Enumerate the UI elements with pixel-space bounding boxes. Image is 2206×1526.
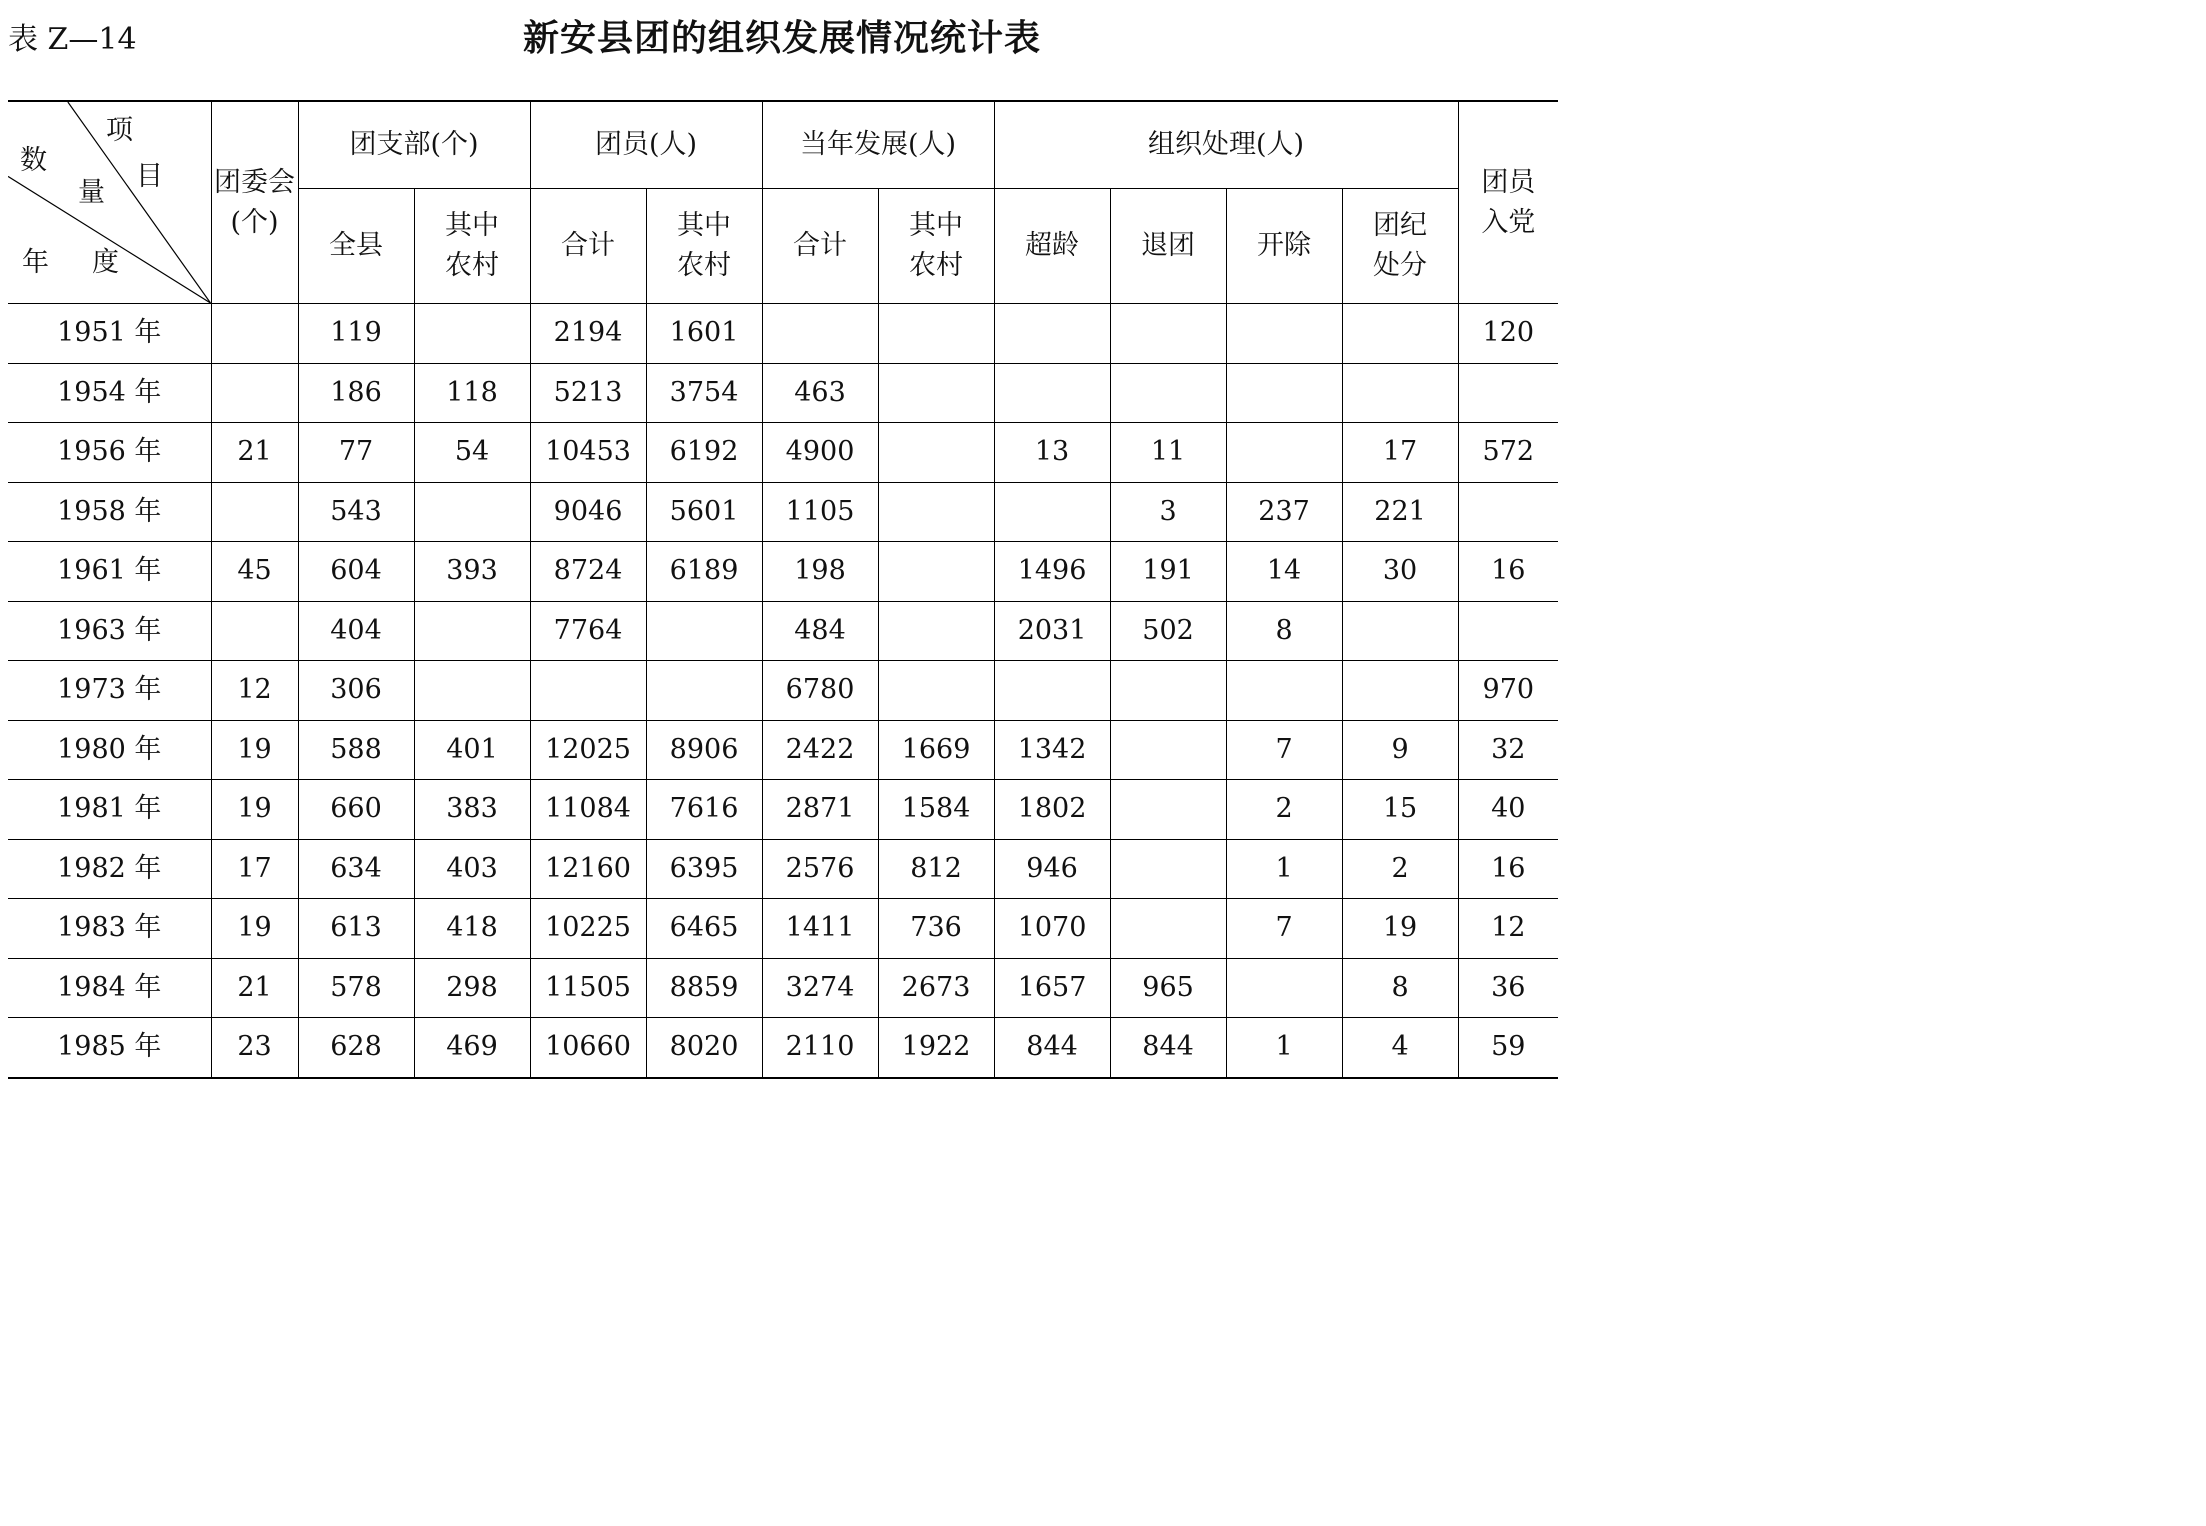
table-row <box>8 1018 1558 1078</box>
cell-party <box>1458 601 1558 661</box>
cell-withdraw: 502 <box>1110 601 1226 661</box>
table-row <box>8 839 1558 899</box>
cell-members-total: 9046 <box>530 482 646 542</box>
cell-members-total: 5213 <box>530 363 646 423</box>
cell-committee <box>211 601 298 661</box>
cell-overage: 1802 <box>994 780 1110 840</box>
cell-members-rural: 8859 <box>646 958 762 1018</box>
cell-dev-total: 198 <box>762 542 878 602</box>
cell-dev-total: 484 <box>762 601 878 661</box>
corner-header-cell <box>8 101 211 304</box>
cell-committee: 23 <box>211 1018 298 1078</box>
table-row <box>8 661 1558 721</box>
cell-expel: 14 <box>1226 542 1342 602</box>
cell-withdraw <box>1110 780 1226 840</box>
cell-expel: 2 <box>1226 780 1342 840</box>
cell-members-total: 7764 <box>530 601 646 661</box>
cell-overage: 2031 <box>994 601 1110 661</box>
cell-year: 1982 年 <box>8 839 211 899</box>
table-row <box>8 482 1558 542</box>
cell-members-total: 12160 <box>530 839 646 899</box>
cell-branch-rural <box>414 601 530 661</box>
cell-committee: 45 <box>211 542 298 602</box>
cell-overage: 1342 <box>994 720 1110 780</box>
table-label: 表 Z—14 <box>8 22 137 57</box>
cell-party: 970 <box>1458 661 1558 721</box>
cell-overage: 844 <box>994 1018 1110 1078</box>
cell-dev-rural <box>878 661 994 721</box>
cell-punish: 4 <box>1342 1018 1458 1078</box>
cell-year: 1981 年 <box>8 780 211 840</box>
cell-expel <box>1226 423 1342 483</box>
cell-branch-total: 543 <box>298 482 414 542</box>
cell-committee: 19 <box>211 899 298 959</box>
subheader-expel: 开除 <box>1226 189 1342 304</box>
cell-dev-total: 1411 <box>762 899 878 959</box>
cell-committee: 19 <box>211 780 298 840</box>
cell-punish: 9 <box>1342 720 1458 780</box>
cell-members-rural <box>646 601 762 661</box>
cell-year: 1958 年 <box>8 482 211 542</box>
cell-committee: 19 <box>211 720 298 780</box>
cell-committee: 12 <box>211 661 298 721</box>
corner-word-mu: 目 <box>136 161 163 192</box>
cell-year: 1983 年 <box>8 899 211 959</box>
corner-word-nian: 年 <box>22 247 49 278</box>
cell-withdraw: 3 <box>1110 482 1226 542</box>
cell-members-total: 11084 <box>530 780 646 840</box>
cell-committee <box>211 363 298 423</box>
subheader-members-total: 合计 <box>530 189 646 304</box>
cell-branch-rural <box>414 661 530 721</box>
table-row <box>8 304 1558 364</box>
cell-dev-rural: 1669 <box>878 720 994 780</box>
header-party: 团员入党 <box>1458 101 1558 304</box>
cell-members-rural: 8906 <box>646 720 762 780</box>
table-row <box>8 958 1558 1018</box>
cell-branch-rural: 298 <box>414 958 530 1018</box>
cell-party <box>1458 363 1558 423</box>
subheader-punish: 团纪处分 <box>1342 189 1458 304</box>
cell-branch-rural: 393 <box>414 542 530 602</box>
subheader-dev-total: 合计 <box>762 189 878 304</box>
cell-expel: 1 <box>1226 839 1342 899</box>
cell-branch-rural: 469 <box>414 1018 530 1078</box>
cell-year: 1985 年 <box>8 1018 211 1078</box>
cell-party: 120 <box>1458 304 1558 364</box>
table-row <box>8 423 1558 483</box>
table-body <box>8 304 1558 1078</box>
cell-committee: 21 <box>211 423 298 483</box>
cell-branch-rural <box>414 304 530 364</box>
cell-withdraw <box>1110 304 1226 364</box>
cell-members-total: 12025 <box>530 720 646 780</box>
cell-party <box>1458 482 1558 542</box>
table-row <box>8 601 1558 661</box>
cell-expel: 8 <box>1226 601 1342 661</box>
cell-year: 1956 年 <box>8 423 211 483</box>
subheader-overage: 超龄 <box>994 189 1110 304</box>
cell-branch-total: 77 <box>298 423 414 483</box>
cell-overage: 1657 <box>994 958 1110 1018</box>
header-discipline: 组织处理(人) <box>994 101 1458 189</box>
subheader-members-rural: 其中农村 <box>646 189 762 304</box>
cell-withdraw <box>1110 363 1226 423</box>
cell-expel <box>1226 304 1342 364</box>
cell-withdraw: 191 <box>1110 542 1226 602</box>
cell-members-total: 10225 <box>530 899 646 959</box>
cell-members-total: 10660 <box>530 1018 646 1078</box>
table-row <box>8 899 1558 959</box>
cell-dev-total: 2576 <box>762 839 878 899</box>
cell-members-rural: 3754 <box>646 363 762 423</box>
stats-table <box>8 100 1558 1079</box>
table-row <box>8 542 1558 602</box>
cell-dev-rural: 2673 <box>878 958 994 1018</box>
cell-branch-total: 578 <box>298 958 414 1018</box>
cell-dev-rural: 736 <box>878 899 994 959</box>
cell-expel: 7 <box>1226 899 1342 959</box>
cell-party: 572 <box>1458 423 1558 483</box>
cell-dev-total: 4900 <box>762 423 878 483</box>
cell-dev-rural: 1584 <box>878 780 994 840</box>
cell-dev-total: 2871 <box>762 780 878 840</box>
cell-punish: 19 <box>1342 899 1458 959</box>
cell-punish <box>1342 363 1458 423</box>
cell-branch-total: 604 <box>298 542 414 602</box>
cell-committee <box>211 304 298 364</box>
cell-punish <box>1342 601 1458 661</box>
cell-withdraw <box>1110 661 1226 721</box>
subheader-dev-rural: 其中农村 <box>878 189 994 304</box>
cell-members-total: 11505 <box>530 958 646 1018</box>
header-committee: 团委会(个) <box>211 101 298 304</box>
table-row <box>8 720 1558 780</box>
cell-punish <box>1342 661 1458 721</box>
cell-branch-rural: 383 <box>414 780 530 840</box>
cell-year: 1980 年 <box>8 720 211 780</box>
cell-dev-rural <box>878 482 994 542</box>
cell-dev-rural <box>878 542 994 602</box>
cell-expel: 237 <box>1226 482 1342 542</box>
cell-year: 1961 年 <box>8 542 211 602</box>
cell-branch-rural: 118 <box>414 363 530 423</box>
cell-branch-total: 634 <box>298 839 414 899</box>
cell-members-rural: 5601 <box>646 482 762 542</box>
cell-punish: 30 <box>1342 542 1458 602</box>
cell-withdraw <box>1110 720 1226 780</box>
subheader-branch-total: 全县 <box>298 189 414 304</box>
cell-branch-rural <box>414 482 530 542</box>
cell-branch-rural: 54 <box>414 423 530 483</box>
cell-members-rural: 8020 <box>646 1018 762 1078</box>
cell-branch-total: 613 <box>298 899 414 959</box>
cell-overage <box>994 304 1110 364</box>
cell-members-rural: 6395 <box>646 839 762 899</box>
cell-withdraw <box>1110 839 1226 899</box>
cell-members-rural: 1601 <box>646 304 762 364</box>
cell-withdraw <box>1110 899 1226 959</box>
cell-branch-total: 588 <box>298 720 414 780</box>
corner-word-shu: 数 <box>20 145 47 176</box>
cell-dev-total: 6780 <box>762 661 878 721</box>
cell-dev-rural <box>878 423 994 483</box>
cell-dev-rural: 812 <box>878 839 994 899</box>
cell-year: 1973 年 <box>8 661 211 721</box>
cell-members-rural: 6189 <box>646 542 762 602</box>
cell-dev-rural <box>878 363 994 423</box>
subheader-branch-rural: 其中农村 <box>414 189 530 304</box>
cell-dev-total: 2422 <box>762 720 878 780</box>
cell-members-rural: 7616 <box>646 780 762 840</box>
cell-branch-total: 186 <box>298 363 414 423</box>
cell-members-total: 10453 <box>530 423 646 483</box>
corner-word-xiang: 项 <box>106 115 133 146</box>
cell-dev-rural <box>878 304 994 364</box>
cell-dev-total: 3274 <box>762 958 878 1018</box>
cell-year: 1963 年 <box>8 601 211 661</box>
cell-party: 40 <box>1458 780 1558 840</box>
cell-party: 36 <box>1458 958 1558 1018</box>
cell-overage: 1070 <box>994 899 1110 959</box>
cell-members-total <box>530 661 646 721</box>
cell-overage <box>994 482 1110 542</box>
cell-committee: 21 <box>211 958 298 1018</box>
cell-branch-rural: 401 <box>414 720 530 780</box>
cell-members-rural <box>646 661 762 721</box>
cell-dev-total: 463 <box>762 363 878 423</box>
cell-branch-total: 660 <box>298 780 414 840</box>
cell-overage: 1496 <box>994 542 1110 602</box>
cell-party: 59 <box>1458 1018 1558 1078</box>
cell-party: 12 <box>1458 899 1558 959</box>
cell-party: 16 <box>1458 839 1558 899</box>
cell-party: 32 <box>1458 720 1558 780</box>
cell-punish: 15 <box>1342 780 1458 840</box>
corner-word-du: 度 <box>92 247 119 278</box>
header-members: 团员(人) <box>530 101 762 189</box>
cell-members-rural: 6192 <box>646 423 762 483</box>
cell-committee <box>211 482 298 542</box>
cell-punish: 221 <box>1342 482 1458 542</box>
cell-overage: 946 <box>994 839 1110 899</box>
cell-punish: 2 <box>1342 839 1458 899</box>
cell-year: 1984 年 <box>8 958 211 1018</box>
cell-expel: 7 <box>1226 720 1342 780</box>
cell-withdraw: 844 <box>1110 1018 1226 1078</box>
cell-committee: 17 <box>211 839 298 899</box>
header-development: 当年发展(人) <box>762 101 994 189</box>
cell-branch-total: 628 <box>298 1018 414 1078</box>
cell-dev-total: 1105 <box>762 482 878 542</box>
cell-branch-total: 404 <box>298 601 414 661</box>
cell-punish: 17 <box>1342 423 1458 483</box>
cell-branch-rural: 403 <box>414 839 530 899</box>
cell-expel <box>1226 363 1342 423</box>
cell-branch-total: 306 <box>298 661 414 721</box>
cell-overage: 13 <box>994 423 1110 483</box>
cell-expel <box>1226 958 1342 1018</box>
cell-overage <box>994 661 1110 721</box>
cell-members-total: 2194 <box>530 304 646 364</box>
cell-branch-rural: 418 <box>414 899 530 959</box>
cell-year: 1951 年 <box>8 304 211 364</box>
cell-year: 1954 年 <box>8 363 211 423</box>
cell-punish: 8 <box>1342 958 1458 1018</box>
cell-dev-total <box>762 304 878 364</box>
cell-withdraw: 965 <box>1110 958 1226 1018</box>
table-row <box>8 363 1558 423</box>
cell-expel: 1 <box>1226 1018 1342 1078</box>
cell-members-total: 8724 <box>530 542 646 602</box>
cell-dev-total: 2110 <box>762 1018 878 1078</box>
cell-punish <box>1342 304 1458 364</box>
table-row <box>8 780 1558 840</box>
cell-expel <box>1226 661 1342 721</box>
cell-branch-total: 119 <box>298 304 414 364</box>
cell-party: 16 <box>1458 542 1558 602</box>
subheader-withdraw: 退团 <box>1110 189 1226 304</box>
cell-dev-rural <box>878 601 994 661</box>
corner-word-liang: 量 <box>78 177 105 208</box>
cell-withdraw: 11 <box>1110 423 1226 483</box>
cell-overage <box>994 363 1110 423</box>
table-title: 新安县团的组织发展情况统计表 <box>522 17 1041 59</box>
header-branch: 团支部(个) <box>298 101 530 189</box>
cell-dev-rural: 1922 <box>878 1018 994 1078</box>
cell-members-rural: 6465 <box>646 899 762 959</box>
